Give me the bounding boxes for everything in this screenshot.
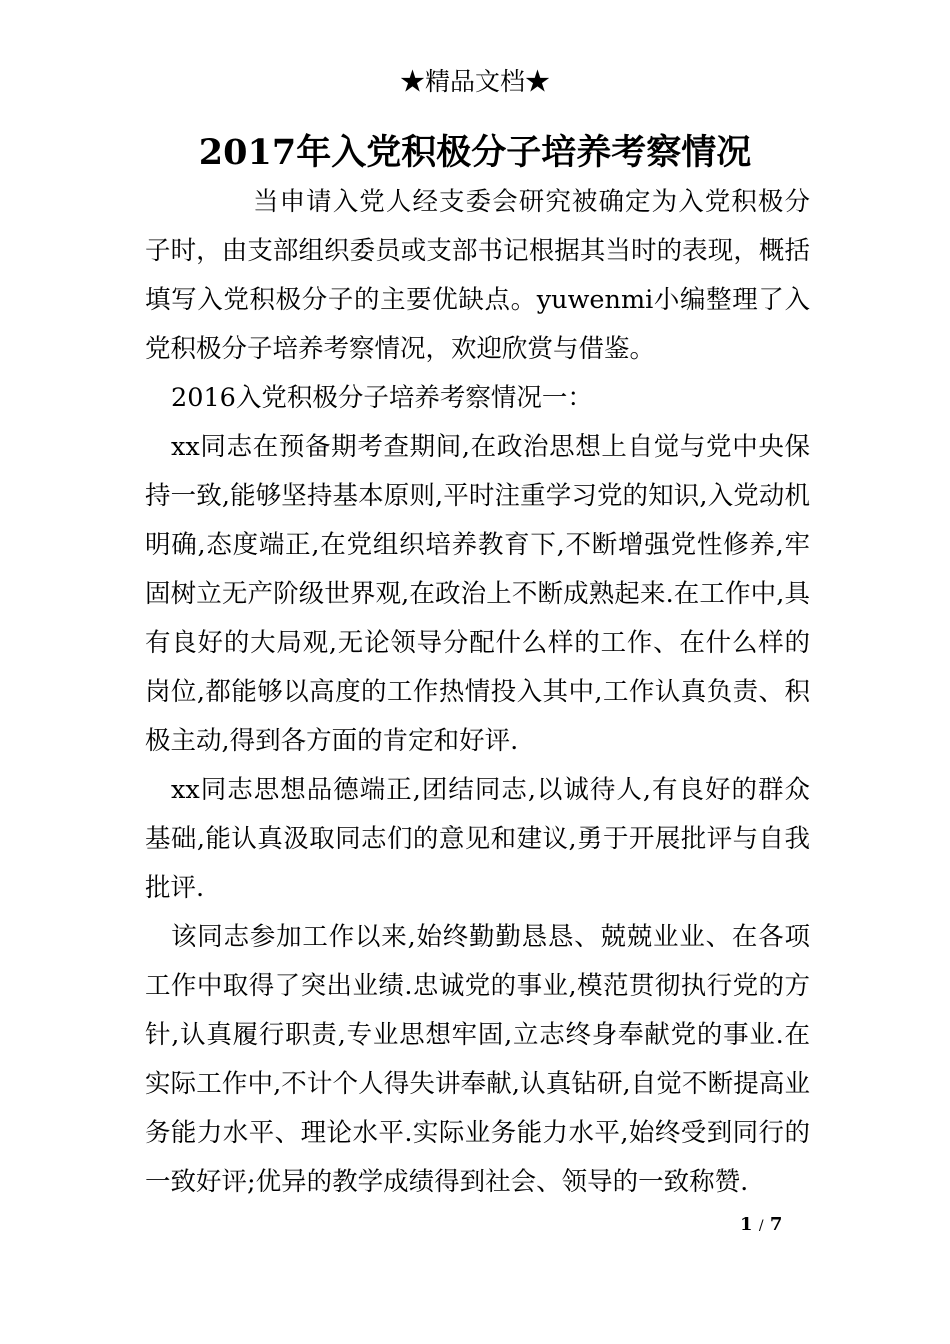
page-separator: / (758, 1218, 764, 1234)
page-number (740, 1214, 782, 1235)
document-body (145, 178, 810, 1207)
body-paragraph: xx同志在预备期考查期间,在政治思想上自觉与党中央保持一致,能够坚持基本原则,平时注重学习党的知识,入党动机明确,态度端正,在党组织培养教育下,不断增强党性修养,牢固树立无产阶级世界观,在政治上不断成熟起来.在工作中,具有良好的大局观,无论领导分配什么样的工作、在什么样的岗位,都能够以高度的工作热情投入其中,工作认真负责、积极主动,得到各方面的肯定和好评. (145, 432, 810, 756)
body-paragraph: xx同志思想品德端正,团结同志,以诚待人,有良好的群众基础,能认真汲取同志们的意见和建议,勇于开展批评与自我批评. (145, 775, 810, 903)
page-current: 1 (740, 1214, 753, 1235)
header-label: ★精品文档★ (399, 67, 550, 96)
body-paragraph: 该同志参加工作以来,始终勤勤恳恳、兢兢业业、在各项工作中取得了突出业绩.忠诚党的事业,模范贯彻执行党的方针,认真履行职责,专业思想牢固,立志终身奉献党的事业.在实际工作中,不计个人得失讲奉献,认真钻研,自觉不断提高业务能力水平、理论水平.实际业务能力水平,始终受到同行的一致好评;优异的教学成绩得到社会、领导的一致称赞. (145, 922, 810, 1197)
section-heading: 2016入党积极分子培养考察情况一： (171, 383, 593, 413)
document-title: 2017年入党积极分子培养考察情况 (198, 132, 752, 173)
intro-paragraph: 当申请入党人经支委会研究被确定为入党积极分子时，由支部组织委员或支部书记根据其当时的表现，概括填写入党积极分子的主要优缺点。yuwenmi小编整理了入党积极分子培养考察情况，欢迎欣赏与借鉴。 (145, 187, 810, 364)
page-total: 7 (769, 1214, 783, 1235)
